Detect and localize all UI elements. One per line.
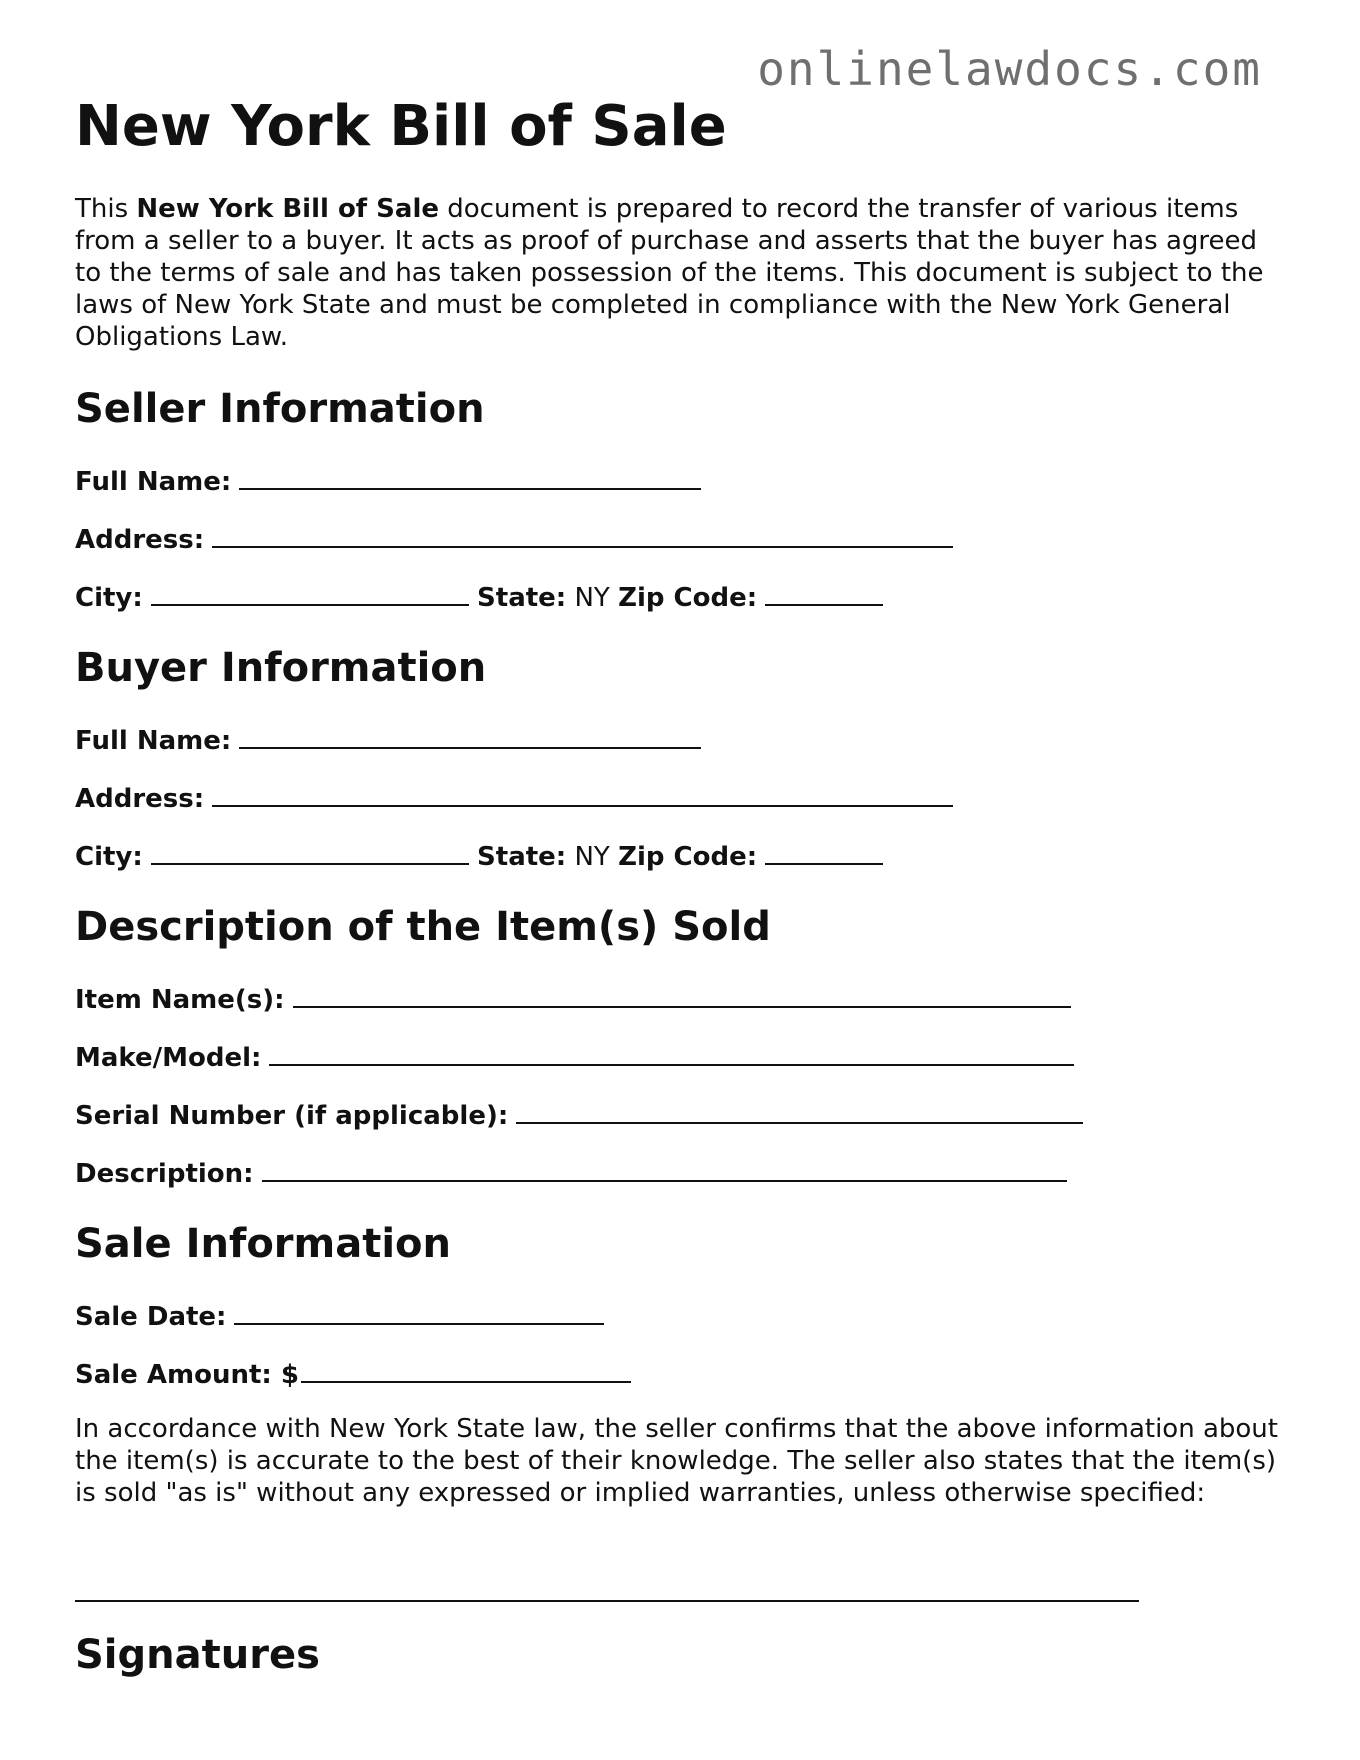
make-model-label: Make/Model:: [75, 1043, 262, 1073]
serial-number-row: [75, 1096, 1083, 1132]
buyer-zip-field[interactable]: [765, 837, 883, 865]
seller-city-label: City:: [75, 583, 143, 613]
buyer-address-row: [75, 779, 953, 815]
intro-bold-title: New York Bill of Sale: [136, 194, 439, 224]
seller-zip-field[interactable]: [765, 578, 883, 606]
signatures-heading: Signatures: [75, 1632, 320, 1678]
description-row: [75, 1154, 1067, 1190]
item-names-field[interactable]: [293, 980, 1071, 1008]
serial-number-label: Serial Number (if applicable):: [75, 1101, 509, 1131]
buyer-city-field[interactable]: [151, 837, 469, 865]
make-model-row: [75, 1038, 1074, 1074]
description-field[interactable]: [262, 1154, 1067, 1182]
seller-address-row: [75, 520, 953, 556]
document-title: New York Bill of Sale: [75, 94, 727, 159]
sale-amount-field[interactable]: [301, 1355, 631, 1383]
buyer-state-label: State:: [477, 842, 567, 872]
buyer-address-label: Address:: [75, 784, 205, 814]
buyer-heading: Buyer Information: [75, 645, 487, 691]
item-names-row: [75, 980, 1071, 1016]
make-model-field[interactable]: [269, 1038, 1074, 1066]
seller-city-state-zip-row: [75, 578, 883, 614]
seller-address-label: Address:: [75, 525, 205, 555]
sale-heading: Sale Information: [75, 1221, 451, 1267]
warranty-paragraph: In accordance with New York State law, the seller confirms that the above information about the item(s) is accurate to the best of their knowledge. The seller also states that the item(s) is sold "as is" without any expressed or implied warranties, unless otherwise specified:: [75, 1414, 1278, 1508]
intro-prefix: This: [75, 194, 137, 224]
buyer-full-name-field[interactable]: [239, 721, 701, 749]
intro-rest: document is prepared to record the transfer of various items from a seller to a buyer. It acts as proof of purchase and asserts that the buyer has agreed to the terms of sale and has taken possession of the items. This document is subject to the laws of New York State and must be completed in compliance with the New York General Obligations Law.: [75, 194, 1264, 352]
seller-city-field[interactable]: [151, 578, 469, 606]
buyer-city-label: City:: [75, 842, 143, 872]
seller-state-label: State:: [477, 583, 567, 613]
buyer-zip-label: Zip Code:: [618, 842, 758, 872]
seller-heading: Seller Information: [75, 386, 485, 432]
item-names-label: Item Name(s):: [75, 985, 285, 1015]
sale-amount-label: Sale Amount: $: [75, 1360, 299, 1390]
description-label: Description:: [75, 1159, 254, 1189]
sale-date-label: Sale Date:: [75, 1302, 227, 1332]
sale-date-field[interactable]: [234, 1297, 604, 1325]
serial-number-field[interactable]: [516, 1096, 1083, 1124]
buyer-city-state-zip-row: [75, 837, 883, 873]
items-heading: Description of the Item(s) Sold: [75, 904, 771, 950]
warranty-specification-field[interactable]: [75, 1600, 1139, 1602]
buyer-full-name-label: Full Name:: [75, 726, 232, 756]
sale-date-row: [75, 1297, 604, 1333]
seller-full-name-field[interactable]: [239, 462, 701, 490]
sale-amount-row: [75, 1355, 631, 1391]
buyer-full-name-row: [75, 721, 701, 757]
buyer-state-value: NY: [574, 842, 610, 872]
intro-paragraph: [75, 193, 1285, 353]
seller-address-field[interactable]: [212, 520, 953, 548]
watermark: onlinelawdocs.com: [757, 42, 1262, 96]
buyer-address-field[interactable]: [212, 779, 953, 807]
seller-zip-label: Zip Code:: [618, 583, 758, 613]
seller-state-value: NY: [574, 583, 610, 613]
seller-full-name-row: [75, 462, 701, 498]
seller-full-name-label: Full Name:: [75, 467, 232, 497]
